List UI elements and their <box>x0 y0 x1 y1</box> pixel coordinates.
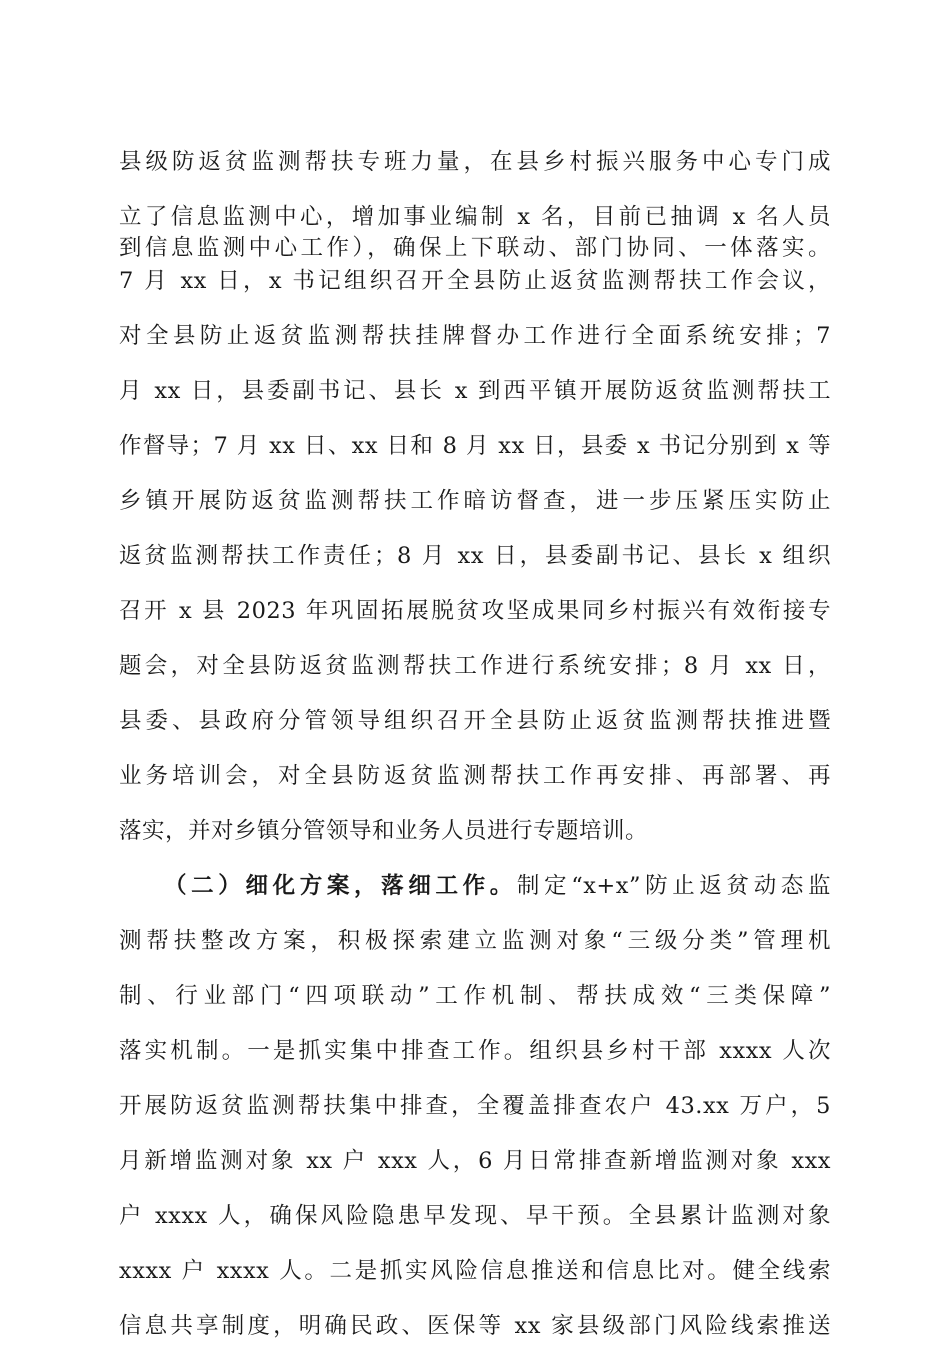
paragraph-line: xxxx 户 xxxx 人。二是抓实风险信息推送和信息比对。健全线索 <box>119 1258 831 1284</box>
paragraph-line: 到信息监测中心工作），确保上下联动、部门协同、一体落实。 <box>119 235 831 261</box>
paragraph-line: 落实机制。一是抓实集中排查工作。组织县乡村干部 xxxx 人次 <box>119 1038 831 1064</box>
paragraph-line: 题会，对全县防返贫监测帮扶工作进行系统安排；8 月 xx 日， <box>119 653 831 679</box>
paragraph-line: 测帮扶整改方案，积极探索建立监测对象“三级分类”管理机 <box>119 928 831 954</box>
paragraph-line: 制、行业部门“四项联动”工作机制、帮扶成效“三类保障” <box>119 983 831 1009</box>
paragraph-line: 召开 x 县 2023 年巩固拓展脱贫攻坚成果同乡村振兴有效衔接专 <box>119 598 831 624</box>
paragraph-line: 落实，并对乡镇分管领导和业务人员进行专题培训。 <box>119 818 649 844</box>
paragraph-line: 开展防返贫监测帮扶集中排查，全覆盖排查农户 43.xx 万户，5 <box>119 1093 831 1119</box>
paragraph-line: 作督导；7 月 xx 日、xx 日和 8 月 xx 日，县委 x 书记分别到 x 等 <box>119 433 831 459</box>
paragraph-line: 返贫监测帮扶工作责任；8 月 xx 日，县委副书记、县长 x 组织 <box>119 543 831 569</box>
paragraph-line: 业务培训会，对全县防返贫监测帮扶工作再安排、再部署、再 <box>119 763 831 789</box>
paragraph-line: 对全县防止返贫监测帮扶挂牌督办工作进行全面系统安排；7 <box>119 323 831 349</box>
paragraph-line: 7 月 xx 日，x 书记组织召开全县防止返贫监测帮扶工作会议， <box>119 268 831 294</box>
paragraph-line: 户 xxxx 人，确保风险隐患早发现、早干预。全县累计监测对象 <box>119 1203 831 1229</box>
paragraph-line: 月新增监测对象 xx 户 xxx 人，6 月日常排查新增监测对象 xxx <box>119 1148 831 1174</box>
section-heading-rest: 制定“x+x”防止返贫动态监 <box>516 873 831 899</box>
paragraph-line: 信息共享制度，明确民政、医保等 xx 家县级部门风险线索推送 <box>119 1313 831 1339</box>
paragraph-line: 县委、县政府分管领导组织召开全县防止返贫监测帮扶推进暨 <box>119 708 831 734</box>
paragraph-line: 月 xx 日，县委副书记、县长 x 到西平镇开展防返贫监测帮扶工 <box>119 378 831 404</box>
section-heading: （二）细化方案，落细工作。 <box>164 873 517 899</box>
section-heading-line <box>164 864 831 908</box>
paragraph-line: 县级防返贫监测帮扶专班力量，在县乡村振兴服务中心专门成 <box>119 149 831 175</box>
paragraph-line: 立了信息监测中心，增加事业编制 x 名，目前已抽调 x 名人员 <box>119 204 831 230</box>
paragraph-line: 乡镇开展防返贫监测帮扶工作暗访督查，进一步压紧压实防止 <box>119 488 831 514</box>
